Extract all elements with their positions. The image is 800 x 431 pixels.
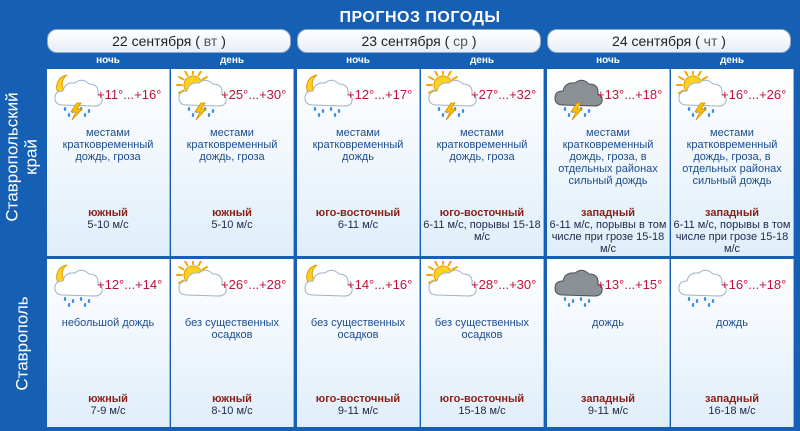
temperature-range: +25°...+30°	[221, 87, 287, 102]
sun-cloud-icon	[423, 261, 475, 305]
wind-speed: 5-10 м/с	[87, 219, 129, 231]
sun-cloud-rain-thunder-icon	[173, 71, 225, 115]
weather-condition: местами кратковременный дождь, гроза	[186, 127, 278, 163]
period-night-label: ночь	[96, 55, 120, 66]
cloud-rain-icon	[673, 261, 725, 305]
temperature-range: +27°...+32°	[471, 87, 537, 102]
forecast-cell	[171, 69, 294, 256]
date-tab	[47, 29, 291, 53]
temperature-range: +16°...+18°	[721, 277, 787, 292]
wind-direction: юго-восточный	[315, 393, 401, 405]
wind-direction: южный	[88, 393, 128, 405]
period-day-label: день	[469, 55, 495, 66]
weather-condition: местами кратковременный дождь, гроза	[436, 127, 528, 163]
weather-condition: местами кратковременный дождь	[312, 127, 404, 163]
wind-speed: 6-11 м/с, порывы в том числе при грозе 15-18 м/с	[673, 219, 791, 255]
sun-cloud-rain-thunder-icon	[673, 71, 725, 115]
region-name-line: край	[22, 138, 42, 175]
date-close: )	[221, 33, 226, 49]
date-close: )	[471, 33, 477, 49]
region-name-line: Ставропольский	[3, 91, 23, 222]
temperature-range: +13°...+15°	[597, 277, 663, 292]
forecast-cell	[47, 259, 170, 427]
date-tab	[547, 29, 791, 53]
forecast-cell	[671, 259, 794, 427]
temperature-range: +26°...+28°	[221, 277, 287, 292]
moon-cloud-icon	[299, 261, 351, 305]
moon-cloud-rain-icon	[49, 261, 101, 305]
wind-speed: 6-11 м/с, порывы в том числе при грозе 15-18 м/с	[549, 219, 667, 255]
wind-direction: западный	[705, 207, 759, 219]
weather-condition: дождь	[716, 317, 748, 329]
region-label	[0, 57, 44, 256]
date-close: )	[721, 33, 726, 49]
weekday-label: ср	[449, 33, 472, 49]
weather-condition: небольшой дождь	[61, 317, 155, 329]
weather-condition: без существенных осадков	[184, 317, 280, 341]
forecast-cell	[547, 259, 670, 427]
forecast-cell	[47, 69, 170, 256]
wind-speed: 6-11 м/с, порывы 15-18 м/с	[423, 219, 541, 243]
wind-direction: юго-восточный	[439, 393, 525, 405]
forecast-cell	[297, 69, 420, 256]
wind-speed: 7-9 м/с	[90, 405, 126, 417]
wind-direction: западный	[705, 393, 759, 405]
period-night-label: ночь	[596, 55, 620, 66]
wind-speed: 16-18 м/с	[708, 405, 756, 417]
forecast-cell	[297, 259, 420, 427]
moon-cloud-rain-icon	[299, 71, 351, 115]
weather-condition: местами кратковременный дождь, гроза, в отдельных районах сильный дождь	[682, 127, 782, 187]
weekday-label: чт	[699, 33, 722, 49]
weather-condition: без существенных осадков	[310, 317, 406, 341]
dark-cloud-rain-icon	[549, 261, 601, 305]
weather-condition: местами кратковременный дождь, гроза	[62, 127, 154, 163]
forecast-cell	[671, 69, 794, 256]
date-tab	[297, 29, 541, 53]
wind-direction: южный	[212, 393, 252, 405]
weather-condition: без существенных осадков	[434, 317, 530, 341]
temperature-range: +16°...+26°	[721, 87, 787, 102]
wind-direction: юго-восточный	[439, 207, 525, 219]
forecast-cell	[421, 69, 544, 256]
wind-speed: 15-18 м/с	[458, 405, 506, 417]
moon-cloud-rain-thunder-icon	[49, 71, 101, 115]
wind-direction: южный	[212, 207, 252, 219]
date-label: 22 сентября (	[112, 33, 200, 49]
period-night-label: ночь	[346, 55, 370, 66]
weather-condition: местами кратковременный дождь, гроза, в отдельных районах сильный дождь	[558, 127, 658, 187]
sun-cloud-rain-thunder-icon	[423, 71, 475, 115]
dark-cloud-rain-thunder-icon	[549, 71, 601, 115]
wind-direction: юго-восточный	[315, 207, 401, 219]
weather-condition: дождь	[592, 317, 624, 329]
wind-speed: 9-11 м/с	[337, 405, 379, 417]
wind-direction: западный	[581, 393, 635, 405]
forecast-cell	[171, 259, 294, 427]
wind-speed: 9-11 м/с	[587, 405, 629, 417]
period-day-label: день	[219, 55, 245, 66]
wind-direction: западный	[581, 207, 635, 219]
weekday-label: вт	[199, 33, 222, 49]
temperature-range: +11°...+16°	[97, 87, 162, 102]
temperature-range: +12°...+17°	[347, 87, 413, 102]
region-label	[0, 259, 44, 427]
forecast-cell	[421, 259, 544, 427]
wind-speed: 8-10 м/с	[211, 405, 253, 417]
temperature-range: +14°...+16°	[347, 277, 413, 292]
date-label: 23 сентября (	[361, 33, 450, 49]
forecast-title: ПРОГНОЗ ПОГОДЫ	[339, 9, 501, 26]
forecast-cell	[547, 69, 670, 256]
sun-cloud-icon	[173, 261, 225, 305]
wind-speed: 6-11 м/с	[337, 219, 379, 231]
period-day-label: день	[719, 55, 745, 66]
temperature-range: +28°...+30°	[471, 277, 537, 292]
date-label: 24 сентября (	[612, 33, 700, 49]
region-name-line: Ставрополь	[12, 295, 32, 391]
wind-direction: южный	[88, 207, 128, 219]
temperature-range: +12°...+14°	[97, 277, 163, 292]
temperature-range: +13°...+18°	[597, 87, 663, 102]
wind-speed: 5-10 м/с	[211, 219, 253, 231]
